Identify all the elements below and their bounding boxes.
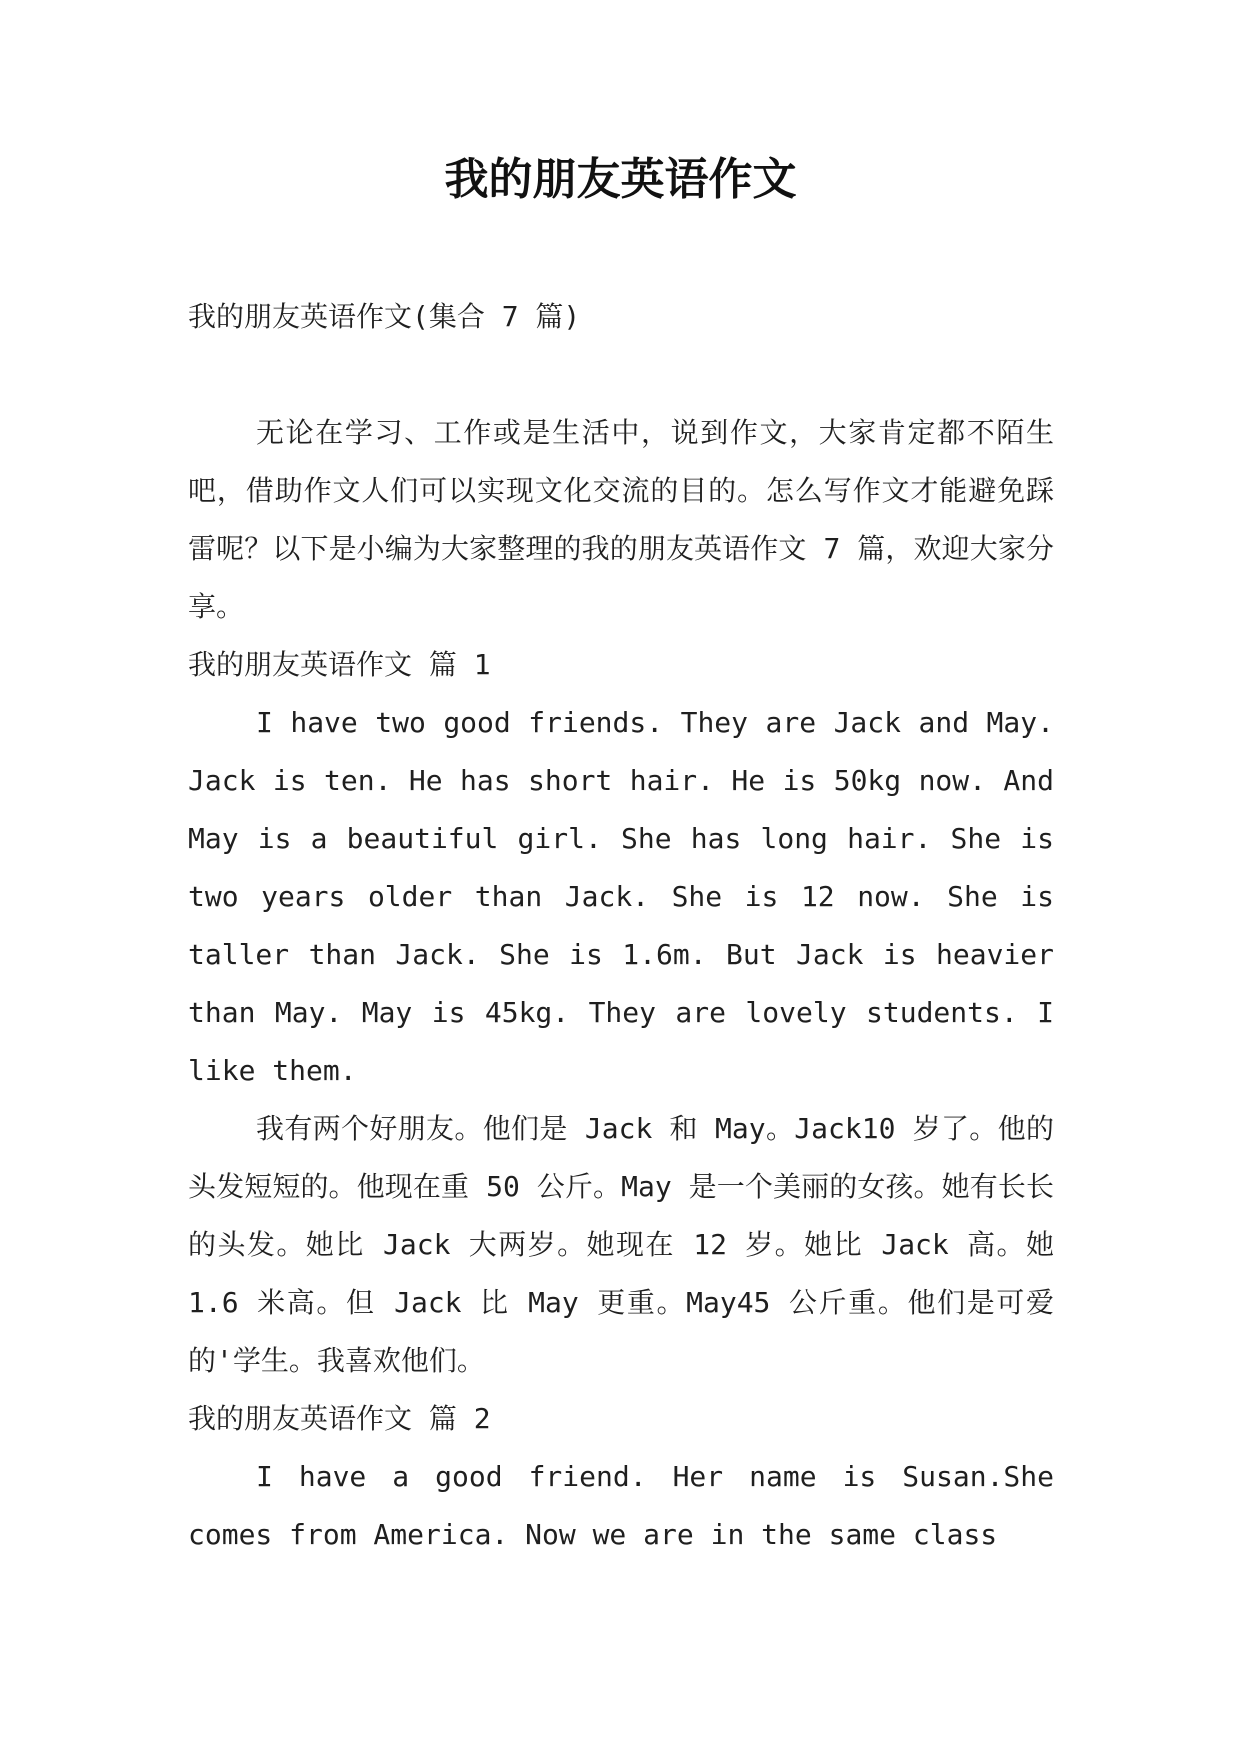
section-2-english-paragraph: I have a good friend. Her name is Susan.She comes from America. Now we are in the same class xyxy=(188,1460,1054,1551)
section-heading-2: 我的朋友英语作文 篇 2 xyxy=(188,1402,491,1435)
intro-paragraph: 无论在学习、工作或是生活中，说到作文，大家肯定都不陌生吧，借助作文人们可以实现文化交流的目的。怎么写作文才能避免踩雷呢？以下是小编为大家整理的我的朋友英语作文 7 篇，欢迎大家分享。 xyxy=(188,416,1054,623)
document-body xyxy=(188,288,1054,1564)
section-1-chinese-paragraph: 我有两个好朋友。他们是 Jack 和 May。Jack10 岁了。他的头发短短的。他现在重 50 公斤。May 是一个美丽的女孩。她有长长的头发。她比 Jack 大两岁。她现在 12 岁。她比 Jack 高。她 1.6 米高。但 Jack 比 May 更重。May45 公斤重。他们是可爱的'学生。我喜欢他们。 xyxy=(188,1112,1054,1377)
document-subtitle: 我的朋友英语作文(集合 7 篇) xyxy=(188,300,581,333)
section-heading-1: 我的朋友英语作文 篇 1 xyxy=(188,648,491,681)
document-title: 我的朋友英语作文 xyxy=(444,154,797,205)
section-1-english-paragraph: I have two good friends. They are Jack and May. Jack is ten. He has short hair. He is 50kg now. And May is a beautiful girl. She has long hair. She is two years older than Jack. She is 12 now. She is taller than Jack. She is 1.6m. But Jack is heavier than May. May is 45kg. They are lovely students. I like them. xyxy=(188,706,1054,1087)
